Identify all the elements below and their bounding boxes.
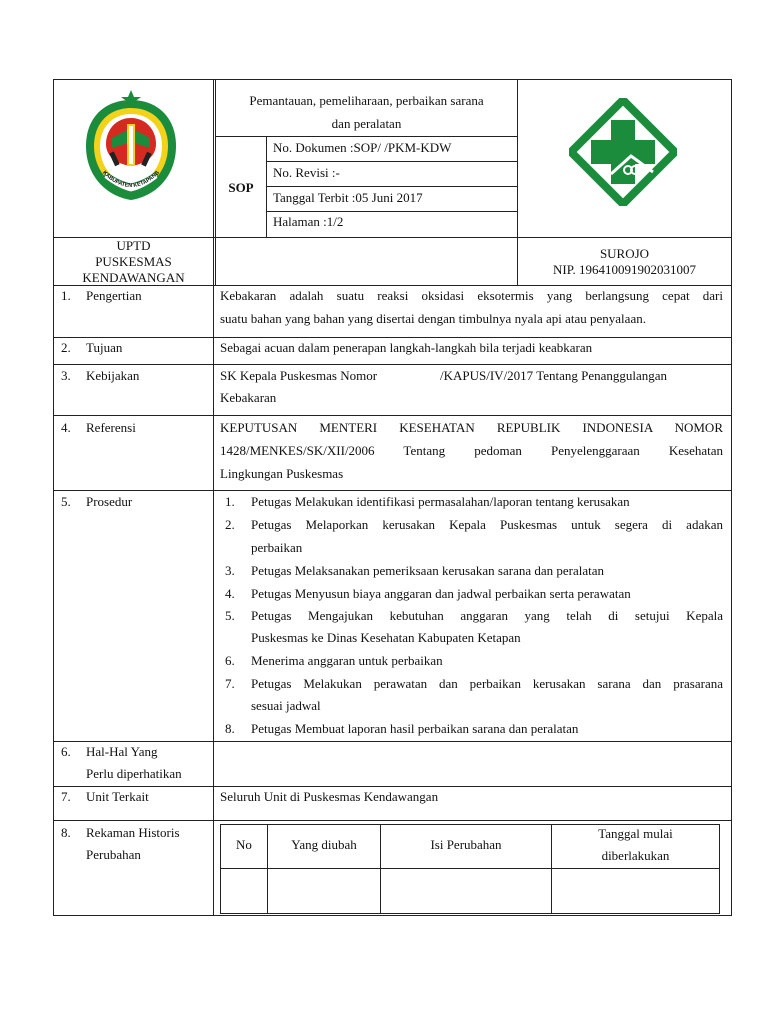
history-header-tanggal: Tanggal mulai	[598, 826, 673, 841]
step-number: 6.	[225, 653, 235, 668]
step-number: 8.	[225, 721, 235, 736]
page-number: Halaman :1/2	[273, 214, 344, 229]
section-label-prosedur: Prosedur	[86, 494, 133, 509]
document-title-line1: Pemantauan, pemeliharaan, perbaikan sarana	[249, 93, 484, 108]
section-label-pengertian: Pengertian	[86, 288, 142, 303]
tujuan-line1: Sebagai acuan dalam penerapan langkah-langkah bila terjadi keabkaran	[220, 340, 593, 355]
kebijakan-line1b: /KAPUS/IV/2017 Tentang Penanggulangan	[440, 368, 668, 383]
svg-text:KABUPATEN KETAPANG: KABUPATEN KETAPANG	[101, 169, 161, 190]
section-number: 3.	[61, 368, 71, 383]
section-number: 1.	[61, 288, 71, 303]
section-label-hal-hal-cont: Perlu diperhatikan	[86, 766, 182, 781]
regency-emblem	[78, 88, 184, 206]
kebijakan-line2: Kebakaran	[220, 390, 277, 405]
signer-nip: NIP. 196410091902031007	[552, 262, 696, 277]
document-number: No. Dokumen :SOP/ /PKM-KDW	[273, 140, 452, 155]
referensi-line2: 1428/MENKES/SK/XII/2006 Tentang pedoman Penyelenggaraan Kesehatan	[220, 443, 723, 458]
pengertian-line2: suatu bahan yang bahan yang disertai dengan timbulnya nyala api atau penyalaan.	[220, 311, 646, 326]
step-number: 1.	[225, 494, 235, 509]
step-text: Petugas Membuat laporan hasil perbaikan sarana dan peralatan	[251, 721, 579, 736]
step-number: 3.	[225, 563, 235, 578]
section-number: 5.	[61, 494, 71, 509]
institution-line2: PUSKESMAS	[95, 254, 172, 269]
section-number: 8.	[61, 825, 71, 840]
section-number: 4.	[61, 420, 71, 435]
step-number: 7.	[225, 676, 235, 691]
step-text: Petugas Menyusun biaya anggaran dan jadwal perbaikan serta perawatan	[251, 586, 631, 601]
section-label-referensi: Referensi	[86, 420, 136, 435]
section-number: 7.	[61, 789, 71, 804]
section-label-hal-hal: Hal-Hal Yang	[86, 744, 158, 759]
step-text: Petugas Melaksanakan pemeriksaan kerusakan sarana dan peralatan	[251, 563, 605, 578]
step-text: Petugas Melaporkan kerusakan Kepala Puskesmas untuk segera di adakan	[251, 517, 723, 532]
step-text: Petugas Mengajukan kebutuhan anggaran yang telah di setujui Kepala	[251, 608, 723, 623]
section-label-unit-terkait: Unit Terkait	[86, 789, 149, 804]
section-number: 6.	[61, 744, 71, 759]
section-label-kebijakan: Kebijakan	[86, 368, 140, 383]
kebijakan-line1a: SK Kepala Puskesmas Nomor	[220, 368, 378, 383]
section-label-rekaman: Rekaman Historis	[86, 825, 180, 840]
step-text-cont: Puskesmas ke Dinas Kesehatan Kabupaten Ketapan	[251, 630, 521, 645]
referensi-line1: KEPUTUSAN MENTERI KESEHATAN REPUBLIK INDONESIA NOMOR	[220, 420, 723, 435]
sop-label: SOP	[228, 180, 254, 195]
step-number: 2.	[225, 517, 235, 532]
step-number: 5.	[225, 608, 235, 623]
history-header-tanggal-cont: diberlakukan	[601, 848, 670, 863]
signer-name: SUROJO	[599, 246, 650, 261]
section-number: 2.	[61, 340, 71, 355]
section-label-rekaman-cont: Perubahan	[86, 847, 141, 862]
step-text: Petugas Melakukan identifikasi permasalahan/laporan tentang kerusakan	[251, 494, 630, 509]
step-text: Petugas Melakukan perawatan dan perbaikan kerusakan sarana dan prasarana	[251, 676, 723, 691]
history-header-isi: Isi Perubahan	[430, 837, 502, 852]
pengertian-line1: Kebakaran adalah suatu reaksi oksidasi eksotermis yang berlangsung cepat dari	[220, 288, 723, 303]
step-text: Menerima anggaran untuk perbaikan	[251, 653, 443, 668]
institution-line3: KENDAWANGAN	[82, 270, 185, 285]
document-title-line2: dan peralatan	[331, 116, 402, 131]
institution-line1: UPTD	[116, 238, 151, 253]
step-number: 4.	[225, 586, 235, 601]
referensi-line3: Lingkungan Puskesmas	[220, 466, 344, 481]
issue-date: Tanggal Terbit :05 Juni 2017	[273, 190, 423, 205]
step-text-cont: perbaikan	[251, 540, 303, 555]
unit-terkait-line1: Seluruh Unit di Puskesmas Kendawangan	[220, 789, 439, 804]
step-text-cont: sesuai jadwal	[251, 698, 321, 713]
section-label-tujuan: Tujuan	[86, 340, 123, 355]
revision-number: No. Revisi :-	[273, 165, 340, 180]
history-header-yang-diubah: Yang diubah	[291, 837, 357, 852]
puskesmas-logo	[569, 98, 677, 206]
history-header-no: No	[236, 837, 252, 852]
